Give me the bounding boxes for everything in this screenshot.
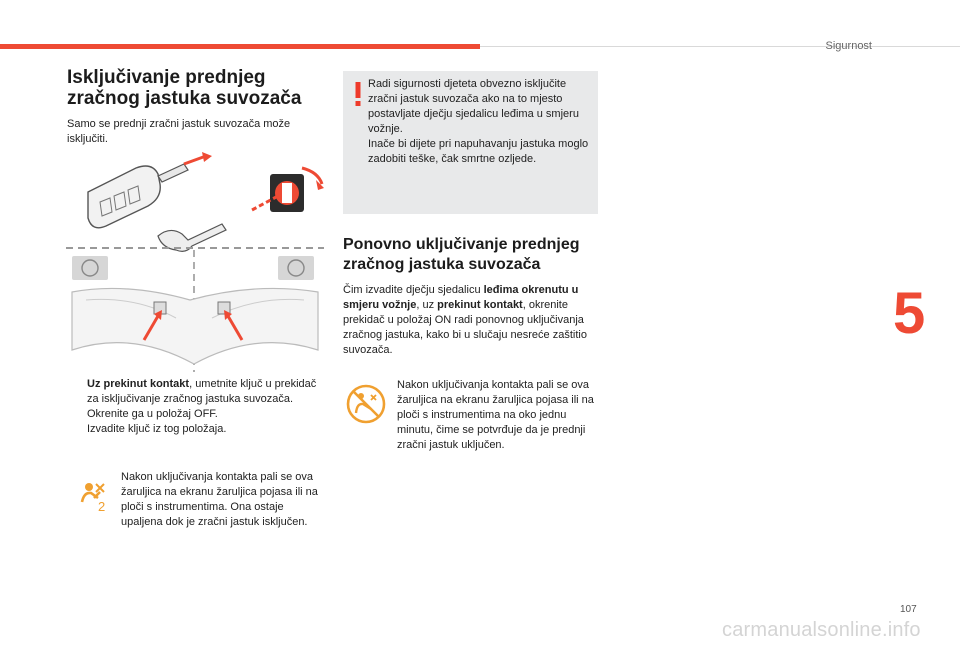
body-part1: Čim izvadite dječju sjedalicu	[343, 284, 484, 296]
airbag-on-warning-icon	[345, 383, 387, 425]
section-label: Sigurnost	[825, 40, 872, 52]
step-item	[67, 407, 322, 422]
right-title-line1: Ponovno uključivanje prednjeg	[343, 236, 580, 253]
left-title-line2: zračnog jastuka suvozača	[67, 88, 302, 109]
warning-text	[368, 77, 596, 167]
left-title-line1: Isključivanje prednjeg	[67, 67, 266, 88]
right-section-title	[343, 235, 603, 275]
reactivation-text	[343, 283, 601, 358]
airbag-switch-icon	[252, 168, 324, 212]
chapter-number: 5	[893, 281, 926, 346]
airbag-off-warning-icon	[76, 478, 112, 514]
warning-line2: Inače bi dijete pri napuhavanju jastuka moglo zadobiti teške, čak smrtne ozljede.	[368, 138, 589, 165]
watermark: carmanualsonline.info	[722, 619, 921, 641]
intro-text: Samo se prednji zračni jastuk suvozača može isključiti.	[67, 118, 291, 145]
body-part2: , uz	[416, 299, 438, 311]
svg-text:2: 2	[98, 499, 106, 514]
dashboard-icon	[72, 256, 318, 364]
step-text: Okrenite ga u položaj OFF.	[87, 408, 218, 420]
note-airbag-off: Nakon uključivanja kontakta pali se ova žaruljica na ekranu žaruljica pojasa ili na ploči s instrumentima. Ona ostaje upaljena dok je zračni jastuk isključen.	[121, 471, 318, 528]
header-rule	[480, 46, 960, 47]
header-accent-bar	[0, 44, 480, 49]
step-item	[67, 377, 322, 407]
exclamation-icon	[352, 80, 364, 108]
step-bold: Uz prekinut kontakt	[87, 378, 190, 390]
body-part3: , okrenite prekidač u položaj ON radi ponovnog uključivanja zračnog jastuka, kako bi u slučaju nesreće zaštitio suvozača.	[343, 299, 587, 356]
body-bold1: leđima okrenutu u smjeru vožnje	[343, 284, 579, 311]
body-bold2: prekinut kontakt	[437, 299, 523, 311]
left-section-title	[67, 67, 327, 109]
airbag-switch-illustration	[66, 150, 324, 372]
car-key-icon	[88, 152, 212, 228]
note-airbag-on: Nakon uključivanja kontakta pali se ova žaruljica na ekranu žaruljica pojasa ili na ploči s instrumentima na oko jednu minutu, čime se potvrđuje da je prednji zračni jastuk uključen.	[397, 379, 594, 451]
step-item	[67, 422, 322, 437]
steps-list	[67, 377, 322, 437]
warning-line1: Radi sigurnosti djeteta obvezno isključite zračni jastuk suvozača ako na to mjesto postavljate dječju sjedalicu leđima u smjeru vožnje.	[368, 78, 579, 135]
page-number: 107	[900, 604, 917, 615]
right-title-line2: zračnog jastuka suvozača	[343, 256, 541, 273]
step-text: , umetnite ključ u prekidač za isključivanje zračnog jastuka suvozača.	[87, 378, 317, 405]
step-text: Izvadite ključ iz tog položaja.	[87, 423, 227, 435]
